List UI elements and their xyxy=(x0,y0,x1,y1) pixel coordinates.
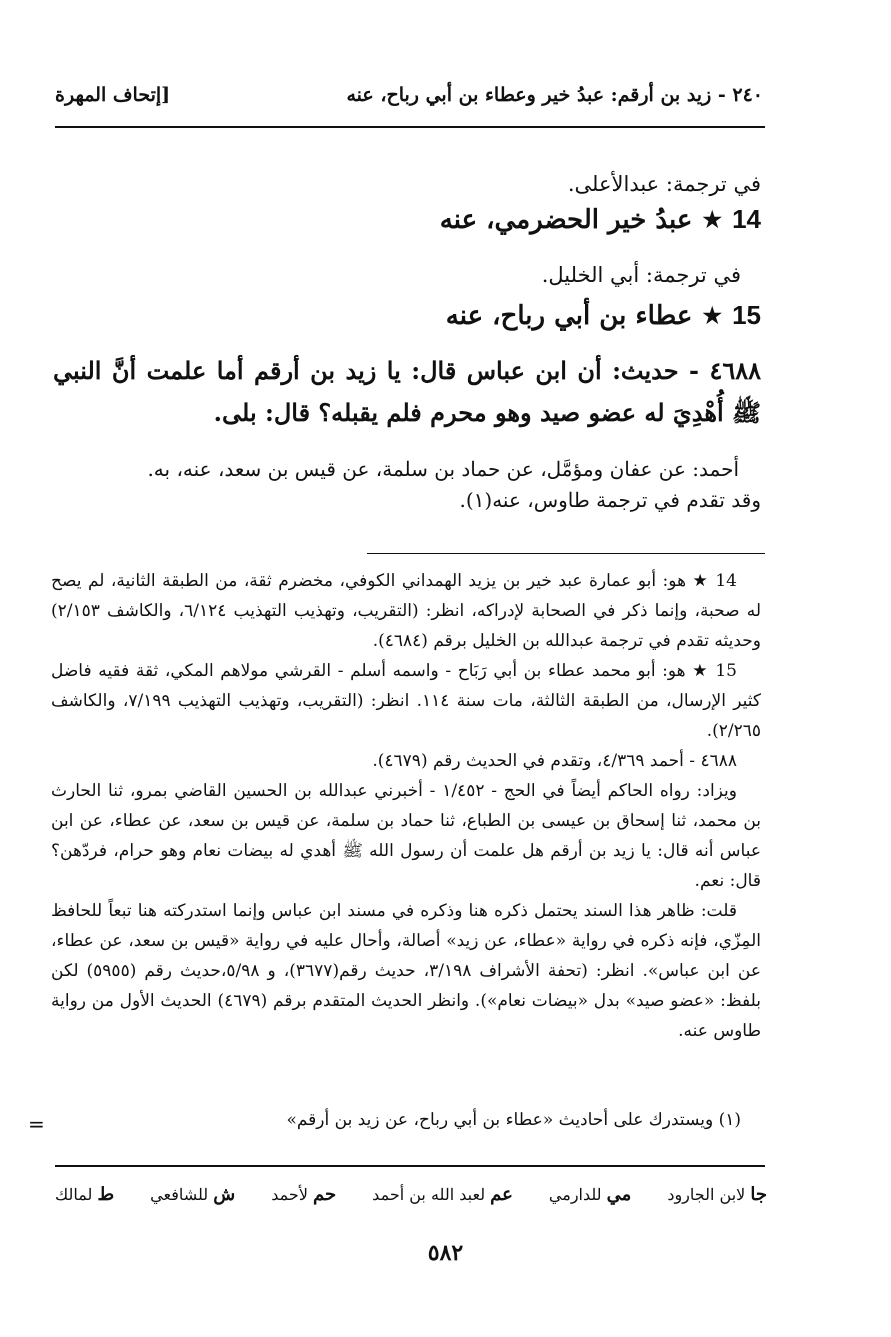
entry-15-heading xyxy=(446,300,761,331)
footnote-14: 14 ★ هو: أبو عمارة عبد خير بن يزيد الهمداني الكوفي، مخضرم ثقة، من الطبقة الثانية، لم يصح له صحبة، وإنما ذكر في الصحابة لإدراكه، انظر: (التقريب، وتهذيب التهذيب ٦/١٢٤، والكاشف ٢/١٥٣) وحديثه تقدم في ترجمة عبدالله بن الخليل برقم (٤٦٨٤). xyxy=(51,571,761,651)
legend-item: عم لعبد الله بن أحمد xyxy=(372,1184,513,1205)
running-header-title: ٢٤٠ - زيد بن أرقم: عبدُ خير وعطاء بن أبي رباح، عنه xyxy=(346,84,763,106)
running-header-book: [إتحاف المهرة xyxy=(55,84,171,106)
star-icon: ★ xyxy=(702,206,723,233)
continuation-mark: = xyxy=(28,1112,45,1136)
legend-item: حم لأحمد xyxy=(271,1184,337,1205)
entry-15-title: عطاء بن أبي رباح، عنه xyxy=(445,300,693,331)
translation-note-2: في ترجمة: أبي الخليل. xyxy=(541,263,741,287)
translation-note-1: في ترجمة: عبدالأعلى. xyxy=(567,172,761,196)
footnotes-block xyxy=(51,566,761,1046)
legend-item: ط لمالك xyxy=(55,1184,115,1205)
entry-15-number: 15 xyxy=(732,300,761,330)
legend-item: ش للشافعي xyxy=(150,1184,236,1205)
star-icon: ★ xyxy=(702,302,723,329)
entry-14-number: 14 xyxy=(732,204,761,234)
cross-reference: وقد تقدم في ترجمة طاوس، عنه(١). xyxy=(459,488,761,512)
hadith-source: أحمد: عن عفان ومؤمَّل، عن حماد بن سلمة، عن قيس بن سعد، عنه، به. xyxy=(147,457,739,481)
page-number: ٥٨٢ xyxy=(427,1240,464,1266)
entry-14-title: عبدُ خير الحضرمي، عنه xyxy=(439,204,693,235)
header-rule xyxy=(55,126,765,128)
footnote-rule xyxy=(367,553,765,554)
footnote-15: 15 ★ هو: أبو محمد عطاء بن أبي رَبَاح - واسمه أسلم - القرشي مولاهم المكي، ثقة فقيه فاضل كثير الإرسال، من الطبقة الثالثة، مات سنة ١١٤. انظر: (التقريب، وتهذيب التهذيب ٧/١٩٩، والكاشف ٢/٢٦٥). xyxy=(51,661,761,741)
footnote-4688-addition: ويزاد: رواه الحاكم أيضاً في الحج - ١/٤٥٢ - أخبرني عبدالله بن الحسين القاضي بمرو، ثنا الحارث بن محمد، ثنا إسحاق بن عيسى بن الطباع، ثنا حماد بن سلمة، عن قيس بن سعد، عن عطاء، عن ابن عباس أنه قال: يا زيد بن أرقم هل علمت أن رسول الله ﷺ أهدي له بيضات نعام وهو حرام، فردّهن؟ قال: نعم. xyxy=(51,781,761,891)
hadith-4688-text: ٤٦٨٨ - حديث: أن ابن عباس قال: يا زيد بن أرقم أما علمت أنَّ النبي ﷺ أُهْدِيَ له عضو صيد وهو محرم فلم يقبله؟ قال: بلى. xyxy=(53,356,761,427)
footnote-4688-comment: قلت: ظاهر هذا السند يحتمل ذكره هنا وذكره في مسند ابن عباس وإنما استدركته هنا تبعاً للحافظ المِزّي، فإنه ذكره في رواية «عطاء، عن زيد» أصالة، وأحال عليه في رواية «قيس بن سعد، عن عطاء، عن ابن عباس». انظر: (تحفة الأشراف ٣/١٩٨، حديث رقم(٣٦٧٧)، و ٥/٩٨،حديث رقم (٥٩٥٥) لكن بلفظ: «عضو صيد» بدل «بيضات نعام»). وانظر الحديث المتقدم برقم (٤٦٧٩) الحديث الأول من رواية طاوس عنه. xyxy=(51,901,761,1041)
footnote-1: (١) ويستدرك على أحاديث «عطاء بن أبي رباح، عن زيد بن أرقم» xyxy=(286,1110,741,1130)
footnote-4688-ref: ٤٦٨٨ - أحمد ٤/٣٦٩، وتقدم في الحديث رقم (٤٦٧٩). xyxy=(372,751,737,771)
entry-14-heading xyxy=(440,204,761,235)
legend-item: مي للدارمي xyxy=(548,1184,632,1205)
legend-item: جا لابن الجارود xyxy=(667,1184,767,1205)
abbreviations-legend xyxy=(55,1184,767,1205)
legend-rule xyxy=(55,1165,765,1167)
